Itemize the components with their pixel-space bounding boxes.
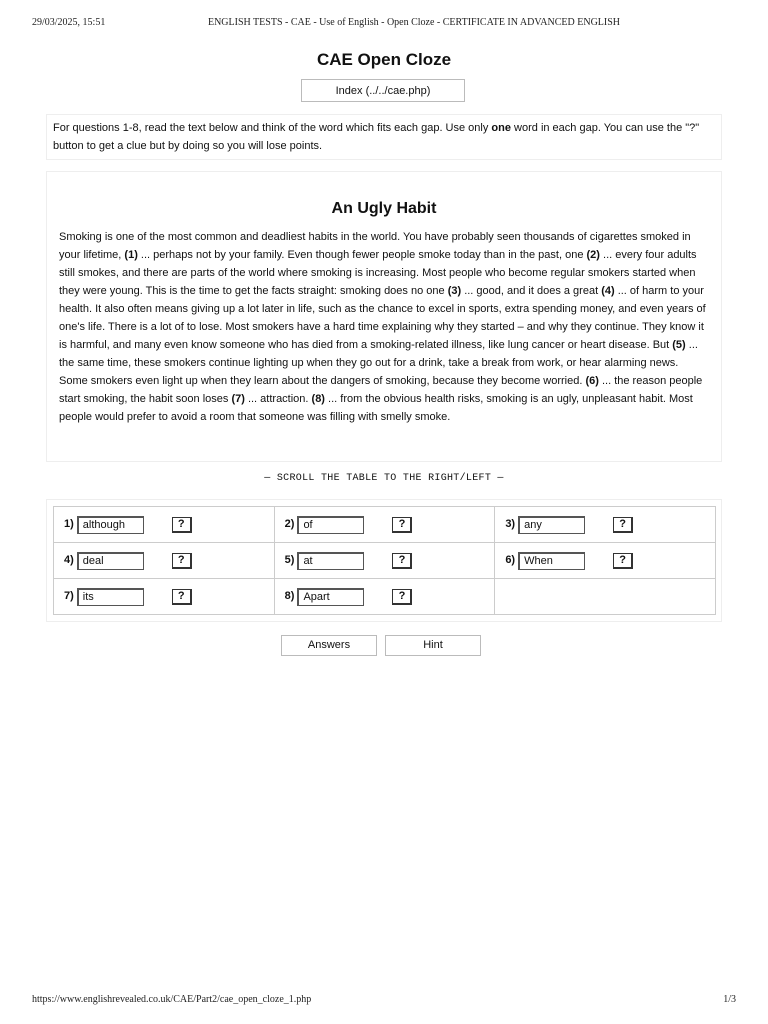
scroll-hint: — SCROLL THE TABLE TO THE RIGHT/LEFT —	[264, 473, 504, 484]
answer-cell	[274, 507, 495, 543]
answer-cell	[54, 579, 275, 615]
hint-button[interactable]: Hint	[385, 635, 481, 656]
answer-input-5[interactable]: at	[297, 552, 364, 570]
clue-button-7[interactable]: ?	[172, 589, 192, 605]
passage-text: ... good, and it does a great	[461, 285, 602, 297]
passage-text: Smoking is one of the most common and deadliest habits in the world. You have probably seen thousands of cigarettes smoked in your lifetime,	[59, 231, 691, 261]
instructions-emphasis: one	[491, 122, 511, 134]
index-link-button[interactable]: Index (../../cae.php)	[301, 79, 465, 102]
clue-button-4[interactable]: ?	[172, 553, 192, 569]
empty-cell	[495, 579, 716, 615]
print-date: 29/03/2025, 15:51	[32, 17, 106, 28]
passage-text: ... from the obvious health risks, smoking is an ugly, unpleasant habit. Most people would prefer to avoid a room that someone was filling with smelly smoke.	[59, 393, 693, 423]
question-number: 1)	[64, 518, 74, 531]
gap-number: (1)	[124, 249, 138, 261]
answer-cell	[274, 543, 495, 579]
gap-number: (4)	[601, 285, 615, 297]
answer-cell	[274, 579, 495, 615]
gap-number: (2)	[586, 249, 600, 261]
clue-button-6[interactable]: ?	[613, 553, 633, 569]
question-number: 2)	[284, 518, 295, 531]
reading-text-card	[46, 171, 722, 462]
gap-number: (6)	[585, 375, 599, 387]
passage-text: ... the reason people start smoking, the habit soon loses	[59, 375, 703, 405]
answer-table-card	[46, 499, 722, 622]
clue-button-2[interactable]: ?	[392, 517, 412, 533]
answer-input-2[interactable]: of	[297, 516, 364, 534]
question-number: 4)	[64, 554, 74, 567]
answer-row	[54, 507, 716, 543]
print-url: https://www.englishrevealed.co.uk/CAE/Part2/cae_open_cloze_1.php	[32, 994, 312, 1005]
passage-text: ... perhaps not by your family. Even though fewer people smoke today than in the past, one	[137, 249, 587, 261]
reading-passage	[59, 228, 709, 426]
answer-input-4[interactable]: deal	[77, 552, 144, 570]
question-number: 7)	[64, 590, 74, 603]
passage-text: ... the same time, these smokers continue lighting up when they go out for a drink, take a break from work, or hear alarming news. Some smokers even light up when they learn about the dangers of smoking, because they become worried.	[59, 339, 698, 387]
answer-row	[54, 543, 716, 579]
passage-text: ... of harm to your health. It also often means giving up a lot later in life, such as the chance to excel in sports, extra spending money, and even years of one's life. There is a lot of to lose. Most smokers have a hard time explaining why they started – and why they continue. They know it is harmful, and many even know someone who has died from a smoking-related illness, like lung cancer or heart disease. But	[59, 285, 706, 351]
answer-input-6[interactable]: When	[518, 552, 585, 570]
passage-text: ... every four adults still smokes, and there are parts of the world where smoking is increasing. Most people who become regular smokers started when they were young. This is the time to get the facts straight: smoking does no one	[59, 249, 697, 297]
answer-cell	[54, 507, 275, 543]
gap-number: (5)	[672, 339, 686, 351]
answers-button[interactable]: Answers	[281, 635, 377, 656]
answer-row	[54, 579, 716, 615]
question-number: 5)	[284, 554, 295, 567]
gap-number: (3)	[447, 285, 462, 297]
answer-cell	[495, 507, 716, 543]
instructions-text-end: word in each gap. You can use the "?" button to get a clue but by doing so you will lose points.	[53, 122, 700, 152]
print-document-title: ENGLISH TESTS - CAE - Use of English - Open Cloze - CERTIFICATE IN ADVANCED ENGLISH	[207, 17, 621, 28]
passage-text: ... attraction.	[244, 393, 312, 405]
clue-button-1[interactable]: ?	[172, 517, 192, 533]
clue-button-5[interactable]: ?	[392, 553, 412, 569]
gap-number: (8)	[311, 393, 325, 405]
answer-cell	[54, 543, 275, 579]
answer-table	[53, 506, 716, 615]
answer-input-8[interactable]: Apart	[297, 588, 364, 606]
question-number: 8)	[284, 590, 295, 603]
text-title: An Ugly Habit	[331, 200, 437, 217]
question-number: 6)	[505, 554, 516, 567]
print-page-number: 1/3	[723, 994, 736, 1005]
instructions-box	[46, 114, 722, 160]
instructions-text: For questions 1-8, read the text below and think of the word which fits each gap. Use only	[53, 122, 492, 134]
question-number: 3)	[505, 518, 516, 531]
clue-button-8[interactable]: ?	[392, 589, 412, 605]
answer-input-3[interactable]: any	[518, 516, 585, 534]
page-title: CAE Open Cloze	[316, 50, 452, 69]
gap-number: (7)	[231, 393, 245, 405]
answer-input-1[interactable]: although	[77, 516, 144, 534]
answer-input-7[interactable]: its	[77, 588, 144, 606]
clue-button-3[interactable]: ?	[613, 517, 633, 533]
answer-cell	[495, 543, 716, 579]
